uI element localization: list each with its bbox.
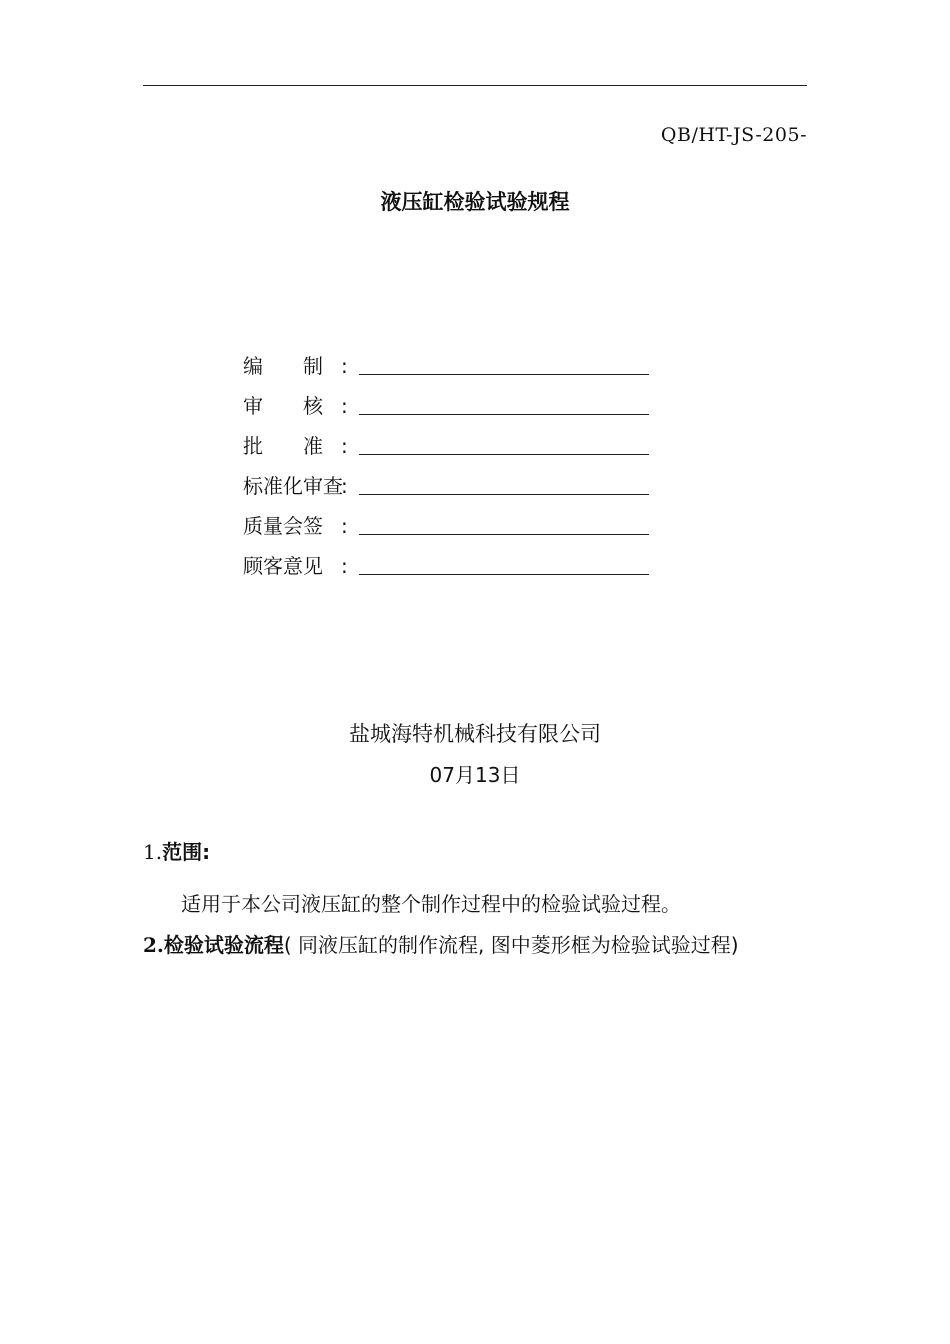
signoff-colon: : (341, 474, 348, 498)
signoff-row-quality (243, 512, 653, 540)
document-date: 07月13日 (429, 763, 521, 787)
section-title: 检验试验流程 (163, 933, 284, 957)
signoff-row-review (243, 392, 653, 420)
signoff-label: 批 准 (243, 434, 323, 458)
section-1-body: 适用于本公司液压缸的整个制作过程中的检验试验过程。 (181, 892, 681, 916)
section-number: 2. (143, 933, 164, 957)
signoff-label: 审 核 (243, 394, 323, 418)
signoff-label: 质量会签 (243, 514, 323, 538)
signoff-colon: : (341, 394, 348, 418)
signature-line[interactable] (359, 574, 649, 575)
section-1-heading (143, 836, 210, 865)
signature-line[interactable] (359, 454, 649, 455)
signoff-row-approve (243, 432, 653, 460)
signature-line[interactable] (359, 374, 649, 375)
signoff-row-customer (243, 552, 653, 580)
signoff-colon: : (341, 434, 348, 458)
header-rule (143, 85, 807, 86)
signoff-colon: : (341, 514, 348, 538)
signature-line[interactable] (359, 494, 649, 495)
section-number: 1. (143, 840, 163, 864)
signoff-colon: : (341, 554, 348, 578)
signature-line[interactable] (359, 414, 649, 415)
signoff-label: 标准化审查 (243, 474, 343, 498)
section-2-body: ( 同液压缸的制作流程, 图中菱形框为检验试验过程) (283, 933, 739, 957)
document-title: 液压缸检验试验规程 (380, 190, 570, 214)
signoff-row-standardization (243, 472, 653, 500)
section-2 (143, 926, 809, 964)
signoff-label: 编 制 (243, 354, 323, 378)
signoff-label: 顾客意见 (243, 554, 323, 578)
company-name: 盐城海特机械科技有限公司 (349, 722, 601, 746)
signature-line[interactable] (359, 534, 649, 535)
document-number: QB/HT-JS-205- (660, 124, 807, 146)
signoff-colon: : (341, 354, 348, 378)
section-title: 范围: (162, 840, 211, 864)
signoff-row-compile (243, 352, 653, 380)
